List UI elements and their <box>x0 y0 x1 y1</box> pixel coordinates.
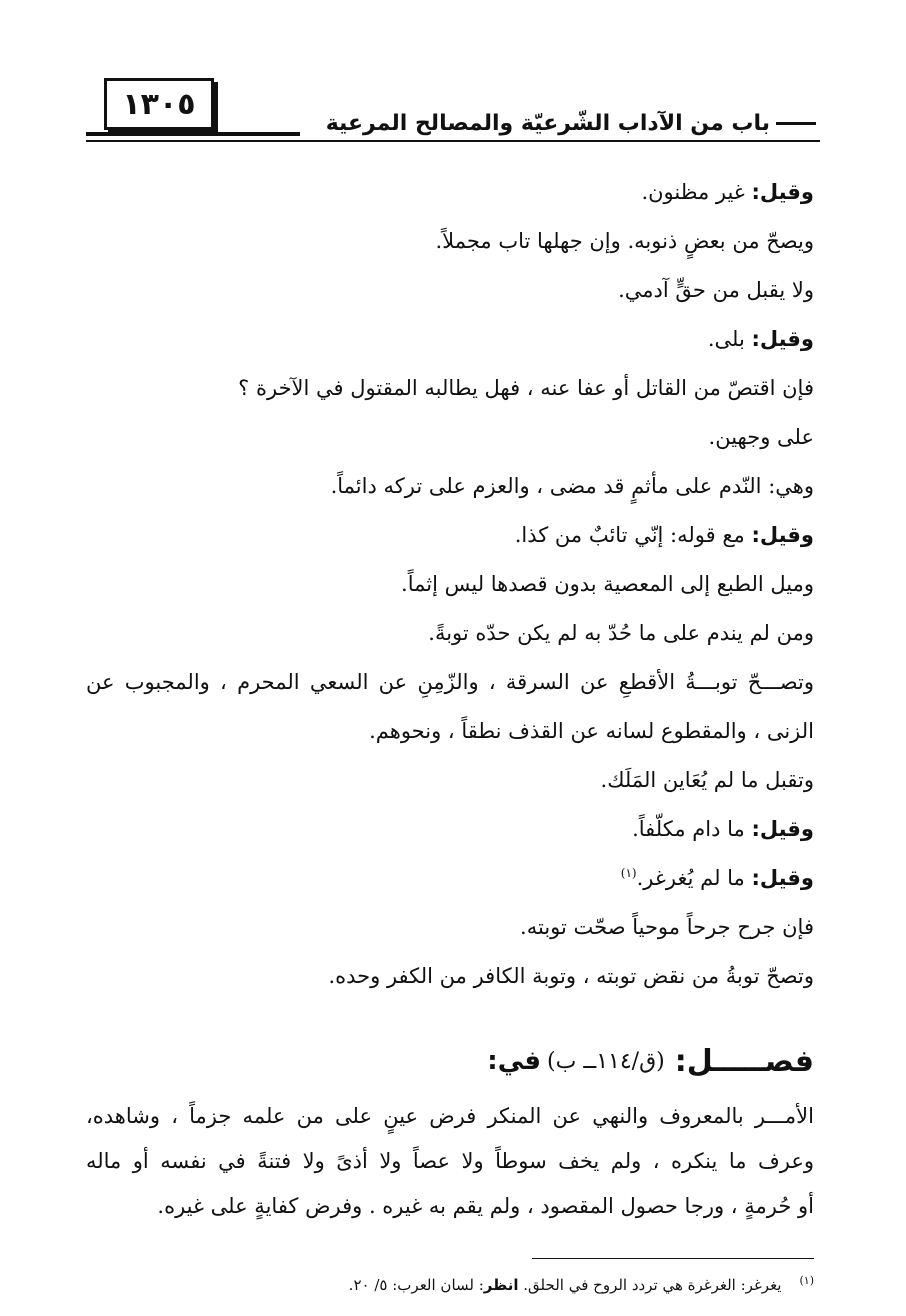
page-number-text: ١٣٠٥ <box>122 86 196 122</box>
text-line-content: غير مظنون. <box>641 180 752 204</box>
text-line-content: ما لم يُغرغر. <box>636 866 752 890</box>
footnote-keyword: انظر <box>483 1276 519 1294</box>
text-line <box>86 168 814 217</box>
text-line-content: وهي: النّدم على مأثمٍ قد مضى ، والعزم على تركه دائماً. <box>330 474 814 498</box>
running-header <box>326 108 816 138</box>
text-line-content: ما دام مكلّفاً. <box>632 817 752 841</box>
text-line-content: مع قوله: إنّي تائبٌ من كذا. <box>514 523 752 547</box>
footnote-text: يغرغر: الغرغرة هي تردد الروح في الحلق. <box>518 1276 782 1294</box>
header-rule-left <box>86 132 300 136</box>
text-line-content: بلى. <box>707 327 752 351</box>
text-line <box>86 413 814 462</box>
text-line <box>86 707 814 756</box>
header-dash <box>776 122 816 125</box>
text-line <box>86 217 814 266</box>
text-line <box>86 511 814 560</box>
section-heading-word: فصـــــل: <box>674 1043 814 1079</box>
text-line-content: وميل الطبع إلى المعصية بدون قصدها ليس إثماً. <box>401 572 814 596</box>
text-line <box>86 315 814 364</box>
text-line-content: الزنى ، والمقطوع لسانه عن القذف نطقاً ، ونحوهم. <box>369 719 814 743</box>
section-heading-ref: (ق/١١٤ــ ب) <box>547 1048 665 1074</box>
text-line-keyword: وقيل: <box>751 327 814 351</box>
text-line-keyword: وقيل: <box>751 523 814 547</box>
text-line-keyword: وقيل: <box>751 180 814 204</box>
paragraph-line: أو حُرمةٍ ، ورجا حصول المقصود ، ولم يقم به غيره . وفرض كفايةٍ على غيره. <box>157 1194 814 1218</box>
footnote-rule <box>532 1258 814 1259</box>
text-line <box>86 609 814 658</box>
text-line <box>86 560 814 609</box>
paragraph-line: الأمـــر بالمعروف والنهي عن المنكر فرض عينٍ على من علمه جزماً ، وشاهده، <box>86 1104 814 1128</box>
text-line-content: وتقبل ما لم يُعَاين المَلَك. <box>600 768 814 792</box>
text-line-content: فإن اقتصّ من القاتل أو عفا عنه ، فهل يطالبه المقتول في الآخرة ؟ <box>238 376 814 400</box>
text-line <box>86 266 814 315</box>
main-text <box>86 168 814 1001</box>
text-line-content: فإن جرح جرحاً موحياً صحّت توبته. <box>520 915 814 939</box>
text-line-content: ويصحّ من بعضٍ ذنوبه. وإن جهلها تاب مجملاً. <box>435 229 814 253</box>
text-line-content: ومن لم يندم على ما حُدّ به لم يكن حدّه توبةً. <box>428 621 814 645</box>
text-line <box>86 364 814 413</box>
text-line-content: وتصـــحّ توبـــةُ الأقطعِ عن السرقة ، والزّمِنِ عن السعي المحرم ، والمجبوب عن <box>86 670 814 694</box>
footnote-number: (١) <box>799 1274 814 1287</box>
section-paragraph <box>86 1094 814 1229</box>
page-number <box>104 78 214 130</box>
section-heading <box>487 1036 814 1086</box>
header-underline <box>86 140 820 142</box>
text-line <box>86 756 814 805</box>
text-line <box>86 854 814 903</box>
running-header-title: باب من الآداب الشّرعيّة والمصالح المرعية <box>325 110 770 136</box>
text-line <box>86 658 814 707</box>
footnote <box>150 1274 814 1294</box>
text-line-keyword: وقيل: <box>751 866 814 890</box>
text-line <box>86 805 814 854</box>
text-line <box>86 462 814 511</box>
text-line <box>86 952 814 1001</box>
footnote-reference[interactable]: (١) <box>620 866 637 880</box>
section-heading-tail: في: <box>487 1046 542 1076</box>
text-line-content: وتصحّ توبةُ من نقض توبته ، وتوبة الكافر من الكفر وحده. <box>328 964 814 988</box>
footnote-source: : لسان العرب: ٥/ ٢٠. <box>348 1276 484 1294</box>
text-line <box>86 903 814 952</box>
paragraph-line: وعرف ما ينكره ، ولم يخف سوطاً ولا عصاً ولا أذىً ولا فتنةً في نفسه أو ماله <box>86 1149 814 1173</box>
text-line-keyword: وقيل: <box>751 817 814 841</box>
text-line-content: على وجهين. <box>708 425 814 449</box>
text-line-content: ولا يقبل من حقٍّ آدمي. <box>618 278 814 302</box>
